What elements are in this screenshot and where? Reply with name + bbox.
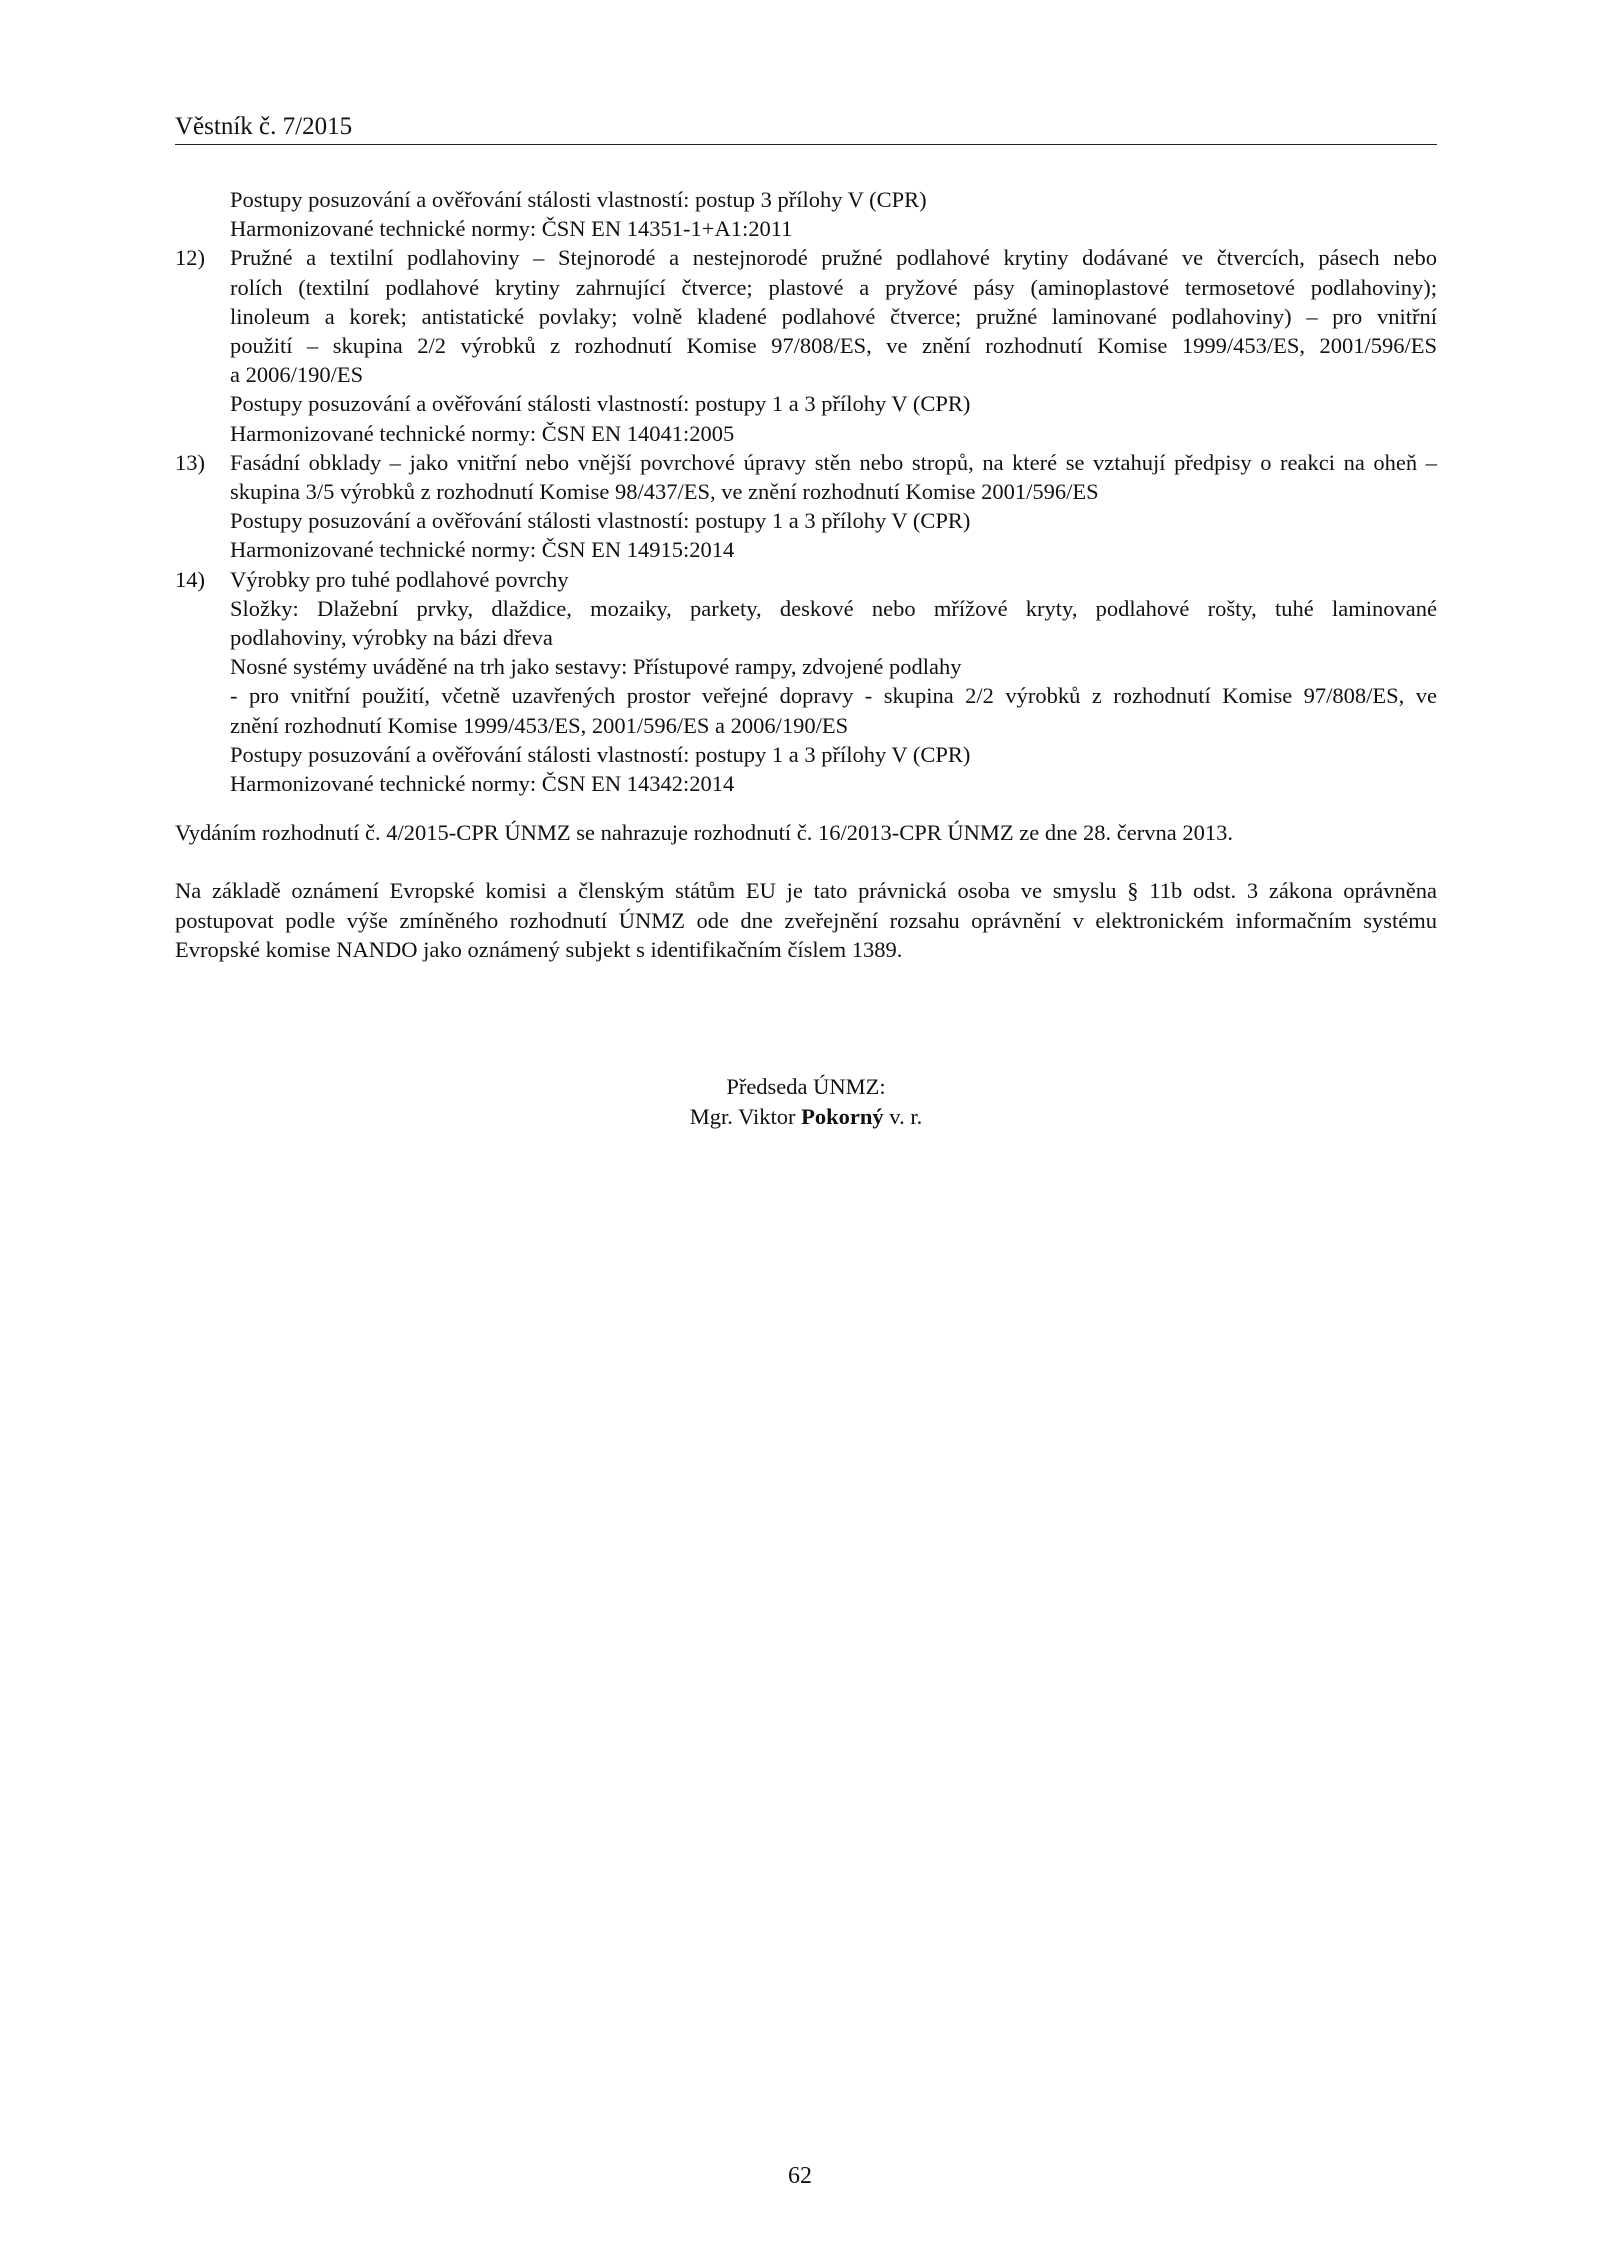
page-number: 62 — [788, 2163, 812, 2189]
procedure-line: Postupy posuzování a ověřování stálosti vlastností: postupy 1 a 3 přílohy V (CPR) — [230, 391, 971, 417]
item-number: 14) — [175, 566, 205, 592]
page-header — [175, 112, 1437, 145]
item-text-line: použití – skupina 2/2 výrobků z rozhodnutí Komise 97/808/ES, ve znění rozhodnutí Komise 1999/453/ES, 2001/596/ES — [230, 333, 1437, 359]
item-number: 12) — [175, 245, 205, 271]
standards-line: Harmonizované technické normy: ČSN EN 14342:2014 — [230, 771, 735, 797]
notification-paragraph — [175, 876, 1437, 964]
paragraph-line: Evropské komise NANDO jako oznámený subjekt s identifikačním číslem 1389. — [175, 936, 903, 962]
item-text-line: Fasádní obklady – jako vnitřní nebo vnější povrchové úpravy stěn nebo stropů, na které se vztahují předpisy o reakci na oheň – — [230, 449, 1437, 475]
document-body — [175, 185, 1437, 964]
item-text-line: Složky: Dlažební prvky, dlaždice, mozaiky, parkety, deskové nebo mřížové kryty, podlahové rošty, tuhé laminované — [230, 595, 1437, 621]
signature-prefix: Mgr. Viktor — [689, 1103, 802, 1129]
item-text-line: skupina 3/5 výrobků z rozhodnutí Komise 98/437/ES, ve znění rozhodnutí Komise 2001/596/ES — [230, 479, 1099, 505]
item-text-line: - pro vnitřní použití, včetně uzavřených prostor veřejné dopravy - skupina 2/2 výrobků z rozhodnutí Komise 97/808/ES, ve — [230, 683, 1437, 709]
list-item-12 — [175, 243, 1437, 447]
item-text-line: podlahoviny, výrobky na bázi dřeva — [230, 625, 553, 651]
signature-surname: Pokorný — [801, 1103, 884, 1129]
list-item-13 — [175, 448, 1437, 565]
item-text-line: a 2006/190/ES — [230, 362, 364, 388]
paragraph-line: postupovat podle výše zmíněného rozhodnutí ÚNMZ ode dne zveřejnění rozsahu oprávnění v elektronickém informačním systému — [175, 907, 1437, 933]
signature-suffix: v. r. — [883, 1103, 923, 1129]
item-text-line: Pružné a textilní podlahoviny – Stejnorodé a nestejnorodé pružné podlahové krytiny dodávané ve čtvercích, pásech nebo — [230, 245, 1437, 271]
replacement-note: Vydáním rozhodnutí č. 4/2015-CPR ÚNMZ se nahrazuje rozhodnutí č. 16/2013-CPR ÚNMZ ze dne 28. června 2013. — [175, 820, 1233, 846]
item-text-line: znění rozhodnutí Komise 1999/453/ES, 2001/596/ES a 2006/190/ES — [230, 712, 849, 738]
signature-block — [175, 1072, 1437, 1131]
standards-line: Harmonizované technické normy: ČSN EN 14041:2005 — [230, 420, 735, 446]
procedure-line: Postupy posuzování a ověřování stálosti vlastností: postup 3 přílohy V (CPR) — [230, 187, 927, 212]
item-number: 13) — [175, 449, 205, 475]
item-text-line: linoleum a korek; antistatické povlaky; volně kladené podlahové čtverce; pružné laminované podlahoviny) – pro vnitřní — [230, 303, 1437, 329]
signature-name — [175, 1102, 1437, 1132]
item-text-line: Výrobky pro tuhé podlahové povrchy — [230, 566, 569, 592]
procedure-line: Postupy posuzování a ověřování stálosti vlastností: postupy 1 a 3 přílohy V (CPR) — [230, 508, 971, 534]
header-title: Věstník č. 7/2015 — [175, 113, 353, 140]
standards-line: Harmonizované technické normy: ČSN EN 14351-1+A1:2011 — [230, 216, 793, 242]
item-text-line: Nosné systémy uváděné na trh jako sestavy: Přístupové rampy, zdvojené podlahy — [230, 654, 962, 680]
procedure-line: Postupy posuzování a ověřování stálosti vlastností: postupy 1 a 3 přílohy V (CPR) — [230, 741, 971, 767]
paragraph-line: Na základě oznámení Evropské komisi a členským státům EU je tato právnická osoba ve smyslu § 11b odst. 3 zákona oprávněna — [175, 878, 1437, 904]
list-item-14 — [175, 565, 1437, 799]
signature-role: Předseda ÚNMZ: — [726, 1074, 886, 1099]
item-text-line: rolích (textilní podlahové krytiny zahrnující čtverce; plastové a pryžové pásy (aminoplastové termosetové podlahoviny); — [230, 274, 1437, 300]
standards-line: Harmonizované technické normy: ČSN EN 14915:2014 — [230, 537, 735, 563]
